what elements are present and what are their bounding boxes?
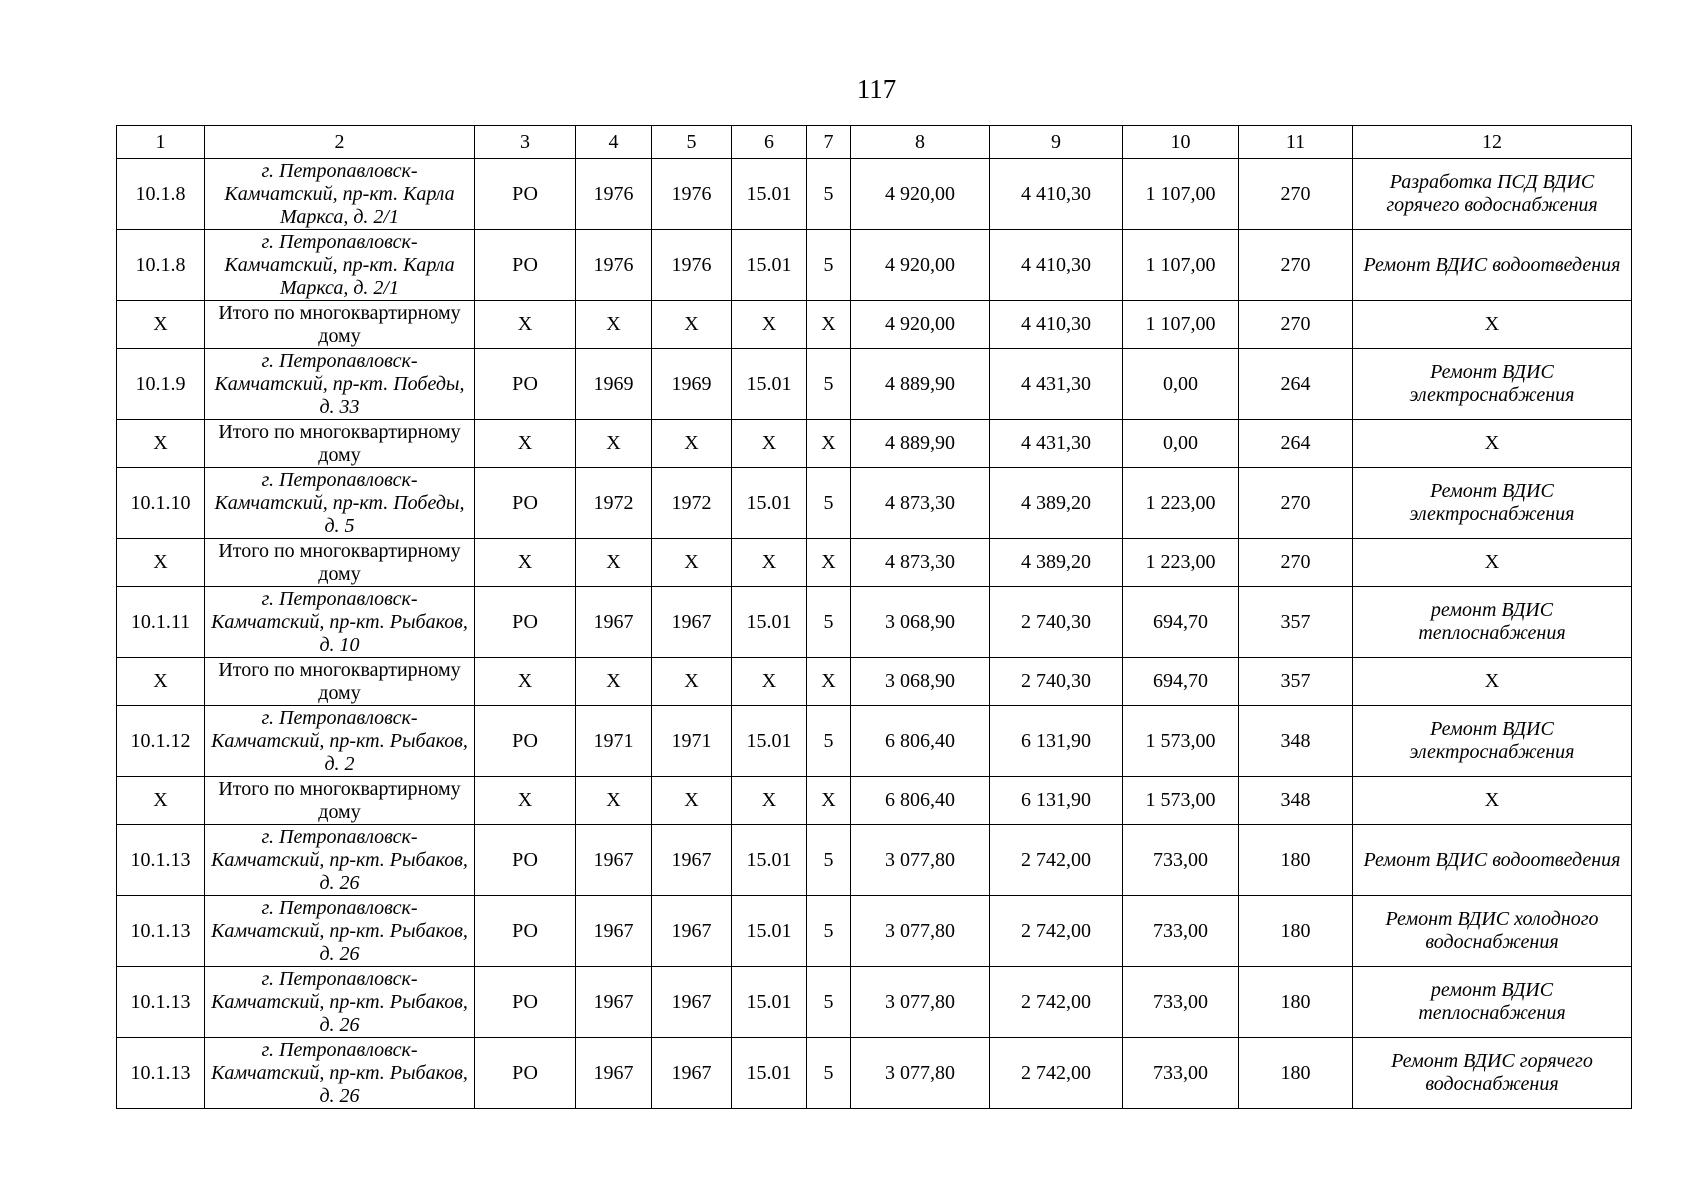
year-cell: 1967: [652, 1038, 732, 1109]
year-cell: 1976: [652, 159, 732, 230]
year-cell: 1967: [652, 967, 732, 1038]
address-cell: Итого по многоквартирному дому: [205, 658, 475, 706]
nonliving-area-cell: 694,70: [1123, 587, 1239, 658]
floors-cell: Х: [807, 539, 851, 587]
year-built-cell: 1969: [576, 349, 652, 420]
floors-cell: 5: [807, 159, 851, 230]
year-built-cell: 1967: [576, 587, 652, 658]
address-cell: г. Петропавловск-Камчатский, пр-кт. Рыбаков, д. 2: [205, 706, 475, 777]
table-row: [117, 159, 1632, 230]
living-area-cell: 6 131,90: [990, 706, 1123, 777]
residents-cell: 348: [1239, 706, 1353, 777]
total-area-cell: 4 920,00: [851, 159, 990, 230]
type-cell: РО: [475, 967, 576, 1038]
residents-cell: 357: [1239, 587, 1353, 658]
table-body: [117, 159, 1632, 1109]
row-number-cell: 10.1.13: [117, 967, 205, 1038]
code-cell: 15.01: [732, 159, 807, 230]
residents-cell: 180: [1239, 896, 1353, 967]
nonliving-area-cell: 733,00: [1123, 825, 1239, 896]
year-built-cell: 1971: [576, 706, 652, 777]
living-area-cell: 4 410,30: [990, 230, 1123, 301]
column-header: 5: [652, 126, 732, 159]
column-header: 3: [475, 126, 576, 159]
column-header: 8: [851, 126, 990, 159]
total-area-cell: 6 806,40: [851, 706, 990, 777]
row-number-cell: 10.1.10: [117, 468, 205, 539]
residents-cell: 348: [1239, 777, 1353, 825]
residents-cell: 270: [1239, 468, 1353, 539]
nonliving-area-cell: 733,00: [1123, 896, 1239, 967]
year-cell: Х: [652, 420, 732, 468]
year-cell: 1967: [652, 896, 732, 967]
floors-cell: Х: [807, 777, 851, 825]
floors-cell: 5: [807, 230, 851, 301]
total-area-cell: 3 068,90: [851, 587, 990, 658]
table-row: [117, 230, 1632, 301]
living-area-cell: 2 742,00: [990, 1038, 1123, 1109]
type-cell: РО: [475, 706, 576, 777]
year-built-cell: Х: [576, 301, 652, 349]
year-cell: 1971: [652, 706, 732, 777]
floors-cell: 5: [807, 349, 851, 420]
type-cell: РО: [475, 230, 576, 301]
nonliving-area-cell: 1 573,00: [1123, 706, 1239, 777]
table-row: [117, 896, 1632, 967]
table-row-total: [117, 301, 1632, 349]
work-type-cell: Ремонт ВДИС водоотведения: [1353, 825, 1632, 896]
living-area-cell: 2 740,30: [990, 658, 1123, 706]
nonliving-area-cell: 1 107,00: [1123, 301, 1239, 349]
address-cell: г. Петропавловск-Камчатский, пр-кт. Рыбаков, д. 26: [205, 825, 475, 896]
living-area-cell: 2 742,00: [990, 967, 1123, 1038]
work-type-cell: ремонт ВДИС теплоснабжения: [1353, 587, 1632, 658]
code-cell: Х: [732, 301, 807, 349]
work-type-cell: Х: [1353, 777, 1632, 825]
year-cell: Х: [652, 539, 732, 587]
living-area-cell: 2 742,00: [990, 825, 1123, 896]
row-number-cell: 10.1.9: [117, 349, 205, 420]
code-cell: 15.01: [732, 967, 807, 1038]
row-number-cell: 10.1.8: [117, 159, 205, 230]
year-built-cell: 1967: [576, 896, 652, 967]
total-area-cell: 6 806,40: [851, 777, 990, 825]
table-row-total: [117, 539, 1632, 587]
year-cell: Х: [652, 777, 732, 825]
type-cell: РО: [475, 159, 576, 230]
total-area-cell: 4 920,00: [851, 230, 990, 301]
total-area-cell: 3 077,80: [851, 967, 990, 1038]
work-type-cell: Х: [1353, 301, 1632, 349]
nonliving-area-cell: 733,00: [1123, 967, 1239, 1038]
address-cell: г. Петропавловск-Камчатский, пр-кт. Победы, д. 5: [205, 468, 475, 539]
type-cell: РО: [475, 587, 576, 658]
residents-cell: 264: [1239, 349, 1353, 420]
total-area-cell: 4 873,30: [851, 539, 990, 587]
column-number-row: [117, 126, 1632, 159]
total-area-cell: 4 920,00: [851, 301, 990, 349]
living-area-cell: 6 131,90: [990, 777, 1123, 825]
work-type-cell: ремонт ВДИС теплоснабжения: [1353, 967, 1632, 1038]
type-cell: РО: [475, 468, 576, 539]
year-cell: 1972: [652, 468, 732, 539]
total-area-cell: 4 889,90: [851, 349, 990, 420]
page-number: 117: [856, 74, 897, 104]
code-cell: 15.01: [732, 230, 807, 301]
residents-cell: 264: [1239, 420, 1353, 468]
address-cell: Итого по многоквартирному дому: [205, 301, 475, 349]
column-header: 10: [1123, 126, 1239, 159]
work-type-cell: Ремонт ВДИС электроснабжения: [1353, 349, 1632, 420]
address-cell: г. Петропавловск-Камчатский, пр-кт. Карла Маркса, д. 2/1: [205, 159, 475, 230]
year-built-cell: Х: [576, 539, 652, 587]
floors-cell: 5: [807, 896, 851, 967]
year-built-cell: 1967: [576, 967, 652, 1038]
type-cell: Х: [475, 777, 576, 825]
code-cell: Х: [732, 539, 807, 587]
nonliving-area-cell: 1 223,00: [1123, 539, 1239, 587]
table-row: [117, 468, 1632, 539]
table-row: [117, 706, 1632, 777]
code-cell: 15.01: [732, 1038, 807, 1109]
residents-cell: 270: [1239, 301, 1353, 349]
floors-cell: 5: [807, 825, 851, 896]
row-number-cell: 10.1.13: [117, 896, 205, 967]
living-area-cell: 4 410,30: [990, 301, 1123, 349]
year-built-cell: 1972: [576, 468, 652, 539]
living-area-cell: 4 389,20: [990, 468, 1123, 539]
residents-cell: 180: [1239, 1038, 1353, 1109]
row-number-cell: 10.1.12: [117, 706, 205, 777]
row-number-cell: Х: [117, 777, 205, 825]
address-cell: г. Петропавловск-Камчатский, пр-кт. Карла Маркса, д. 2/1: [205, 230, 475, 301]
floors-cell: 5: [807, 587, 851, 658]
nonliving-area-cell: 1 223,00: [1123, 468, 1239, 539]
floors-cell: Х: [807, 658, 851, 706]
work-type-cell: Разработка ПСД ВДИС горячего водоснабжения: [1353, 159, 1632, 230]
column-header: 12: [1353, 126, 1632, 159]
nonliving-area-cell: 0,00: [1123, 349, 1239, 420]
type-cell: Х: [475, 420, 576, 468]
code-cell: Х: [732, 777, 807, 825]
code-cell: 15.01: [732, 706, 807, 777]
year-built-cell: Х: [576, 777, 652, 825]
nonliving-area-cell: 0,00: [1123, 420, 1239, 468]
table-row: [117, 349, 1632, 420]
floors-cell: 5: [807, 967, 851, 1038]
type-cell: Х: [475, 658, 576, 706]
residents-cell: 180: [1239, 967, 1353, 1038]
residents-cell: 357: [1239, 658, 1353, 706]
year-cell: Х: [652, 658, 732, 706]
row-number-cell: Х: [117, 420, 205, 468]
column-header: 9: [990, 126, 1123, 159]
nonliving-area-cell: 1 573,00: [1123, 777, 1239, 825]
table-row-total: [117, 658, 1632, 706]
nonliving-area-cell: 1 107,00: [1123, 159, 1239, 230]
total-area-cell: 3 068,90: [851, 658, 990, 706]
nonliving-area-cell: 733,00: [1123, 1038, 1239, 1109]
type-cell: Х: [475, 301, 576, 349]
table-row-total: [117, 420, 1632, 468]
type-cell: РО: [475, 896, 576, 967]
code-cell: Х: [732, 420, 807, 468]
address-cell: г. Петропавловск-Камчатский, пр-кт. Рыбаков, д. 26: [205, 967, 475, 1038]
year-cell: 1967: [652, 825, 732, 896]
floors-cell: Х: [807, 301, 851, 349]
living-area-cell: 2 740,30: [990, 587, 1123, 658]
year-built-cell: 1967: [576, 1038, 652, 1109]
column-header: 7: [807, 126, 851, 159]
living-area-cell: 4 431,30: [990, 349, 1123, 420]
nonliving-area-cell: 1 107,00: [1123, 230, 1239, 301]
table-row: [117, 967, 1632, 1038]
code-cell: 15.01: [732, 896, 807, 967]
total-area-cell: 3 077,80: [851, 1038, 990, 1109]
residents-cell: 270: [1239, 230, 1353, 301]
floors-cell: 5: [807, 468, 851, 539]
year-cell: 1976: [652, 230, 732, 301]
table-row-total: [117, 777, 1632, 825]
floors-cell: Х: [807, 420, 851, 468]
address-cell: г. Петропавловск-Камчатский, пр-кт. Рыбаков, д. 10: [205, 587, 475, 658]
row-number-cell: 10.1.8: [117, 230, 205, 301]
address-cell: Итого по многоквартирному дому: [205, 420, 475, 468]
repair-plan-table: [116, 125, 1632, 1109]
row-number-cell: Х: [117, 539, 205, 587]
row-number-cell: 10.1.13: [117, 825, 205, 896]
year-built-cell: 1976: [576, 159, 652, 230]
residents-cell: 180: [1239, 825, 1353, 896]
row-number-cell: Х: [117, 301, 205, 349]
year-cell: 1967: [652, 587, 732, 658]
type-cell: РО: [475, 349, 576, 420]
living-area-cell: 2 742,00: [990, 896, 1123, 967]
year-built-cell: Х: [576, 420, 652, 468]
column-header: 1: [117, 126, 205, 159]
column-header: 6: [732, 126, 807, 159]
year-cell: Х: [652, 301, 732, 349]
year-built-cell: 1976: [576, 230, 652, 301]
type-cell: РО: [475, 1038, 576, 1109]
table-row: [117, 1038, 1632, 1109]
table-row: [117, 587, 1632, 658]
work-type-cell: Х: [1353, 658, 1632, 706]
residents-cell: 270: [1239, 539, 1353, 587]
table-row: [117, 825, 1632, 896]
row-number-cell: 10.1.13: [117, 1038, 205, 1109]
work-type-cell: Х: [1353, 420, 1632, 468]
address-cell: г. Петропавловск-Камчатский, пр-кт. Рыбаков, д. 26: [205, 896, 475, 967]
code-cell: 15.01: [732, 825, 807, 896]
floors-cell: 5: [807, 706, 851, 777]
code-cell: 15.01: [732, 349, 807, 420]
column-header: 4: [576, 126, 652, 159]
address-cell: г. Петропавловск-Камчатский, пр-кт. Рыбаков, д. 26: [205, 1038, 475, 1109]
code-cell: 15.01: [732, 587, 807, 658]
work-type-cell: Ремонт ВДИС электроснабжения: [1353, 468, 1632, 539]
total-area-cell: 4 873,30: [851, 468, 990, 539]
total-area-cell: 4 889,90: [851, 420, 990, 468]
work-type-cell: Х: [1353, 539, 1632, 587]
row-number-cell: Х: [117, 658, 205, 706]
row-number-cell: 10.1.11: [117, 587, 205, 658]
total-area-cell: 3 077,80: [851, 825, 990, 896]
code-cell: 15.01: [732, 468, 807, 539]
nonliving-area-cell: 694,70: [1123, 658, 1239, 706]
total-area-cell: 3 077,80: [851, 896, 990, 967]
living-area-cell: 4 389,20: [990, 539, 1123, 587]
column-header: 2: [205, 126, 475, 159]
residents-cell: 270: [1239, 159, 1353, 230]
living-area-cell: 4 410,30: [990, 159, 1123, 230]
address-cell: Итого по многоквартирному дому: [205, 539, 475, 587]
year-cell: 1969: [652, 349, 732, 420]
living-area-cell: 4 431,30: [990, 420, 1123, 468]
address-cell: г. Петропавловск-Камчатский, пр-кт. Победы, д. 33: [205, 349, 475, 420]
work-type-cell: Ремонт ВДИС водоотведения: [1353, 230, 1632, 301]
address-cell: Итого по многоквартирному дому: [205, 777, 475, 825]
year-built-cell: Х: [576, 658, 652, 706]
code-cell: Х: [732, 658, 807, 706]
column-header: 11: [1239, 126, 1353, 159]
work-type-cell: Ремонт ВДИС холодного водоснабжения: [1353, 896, 1632, 967]
floors-cell: 5: [807, 1038, 851, 1109]
type-cell: Х: [475, 539, 576, 587]
work-type-cell: Ремонт ВДИС электроснабжения: [1353, 706, 1632, 777]
work-type-cell: Ремонт ВДИС горячего водоснабжения: [1353, 1038, 1632, 1109]
year-built-cell: 1967: [576, 825, 652, 896]
type-cell: РО: [475, 825, 576, 896]
